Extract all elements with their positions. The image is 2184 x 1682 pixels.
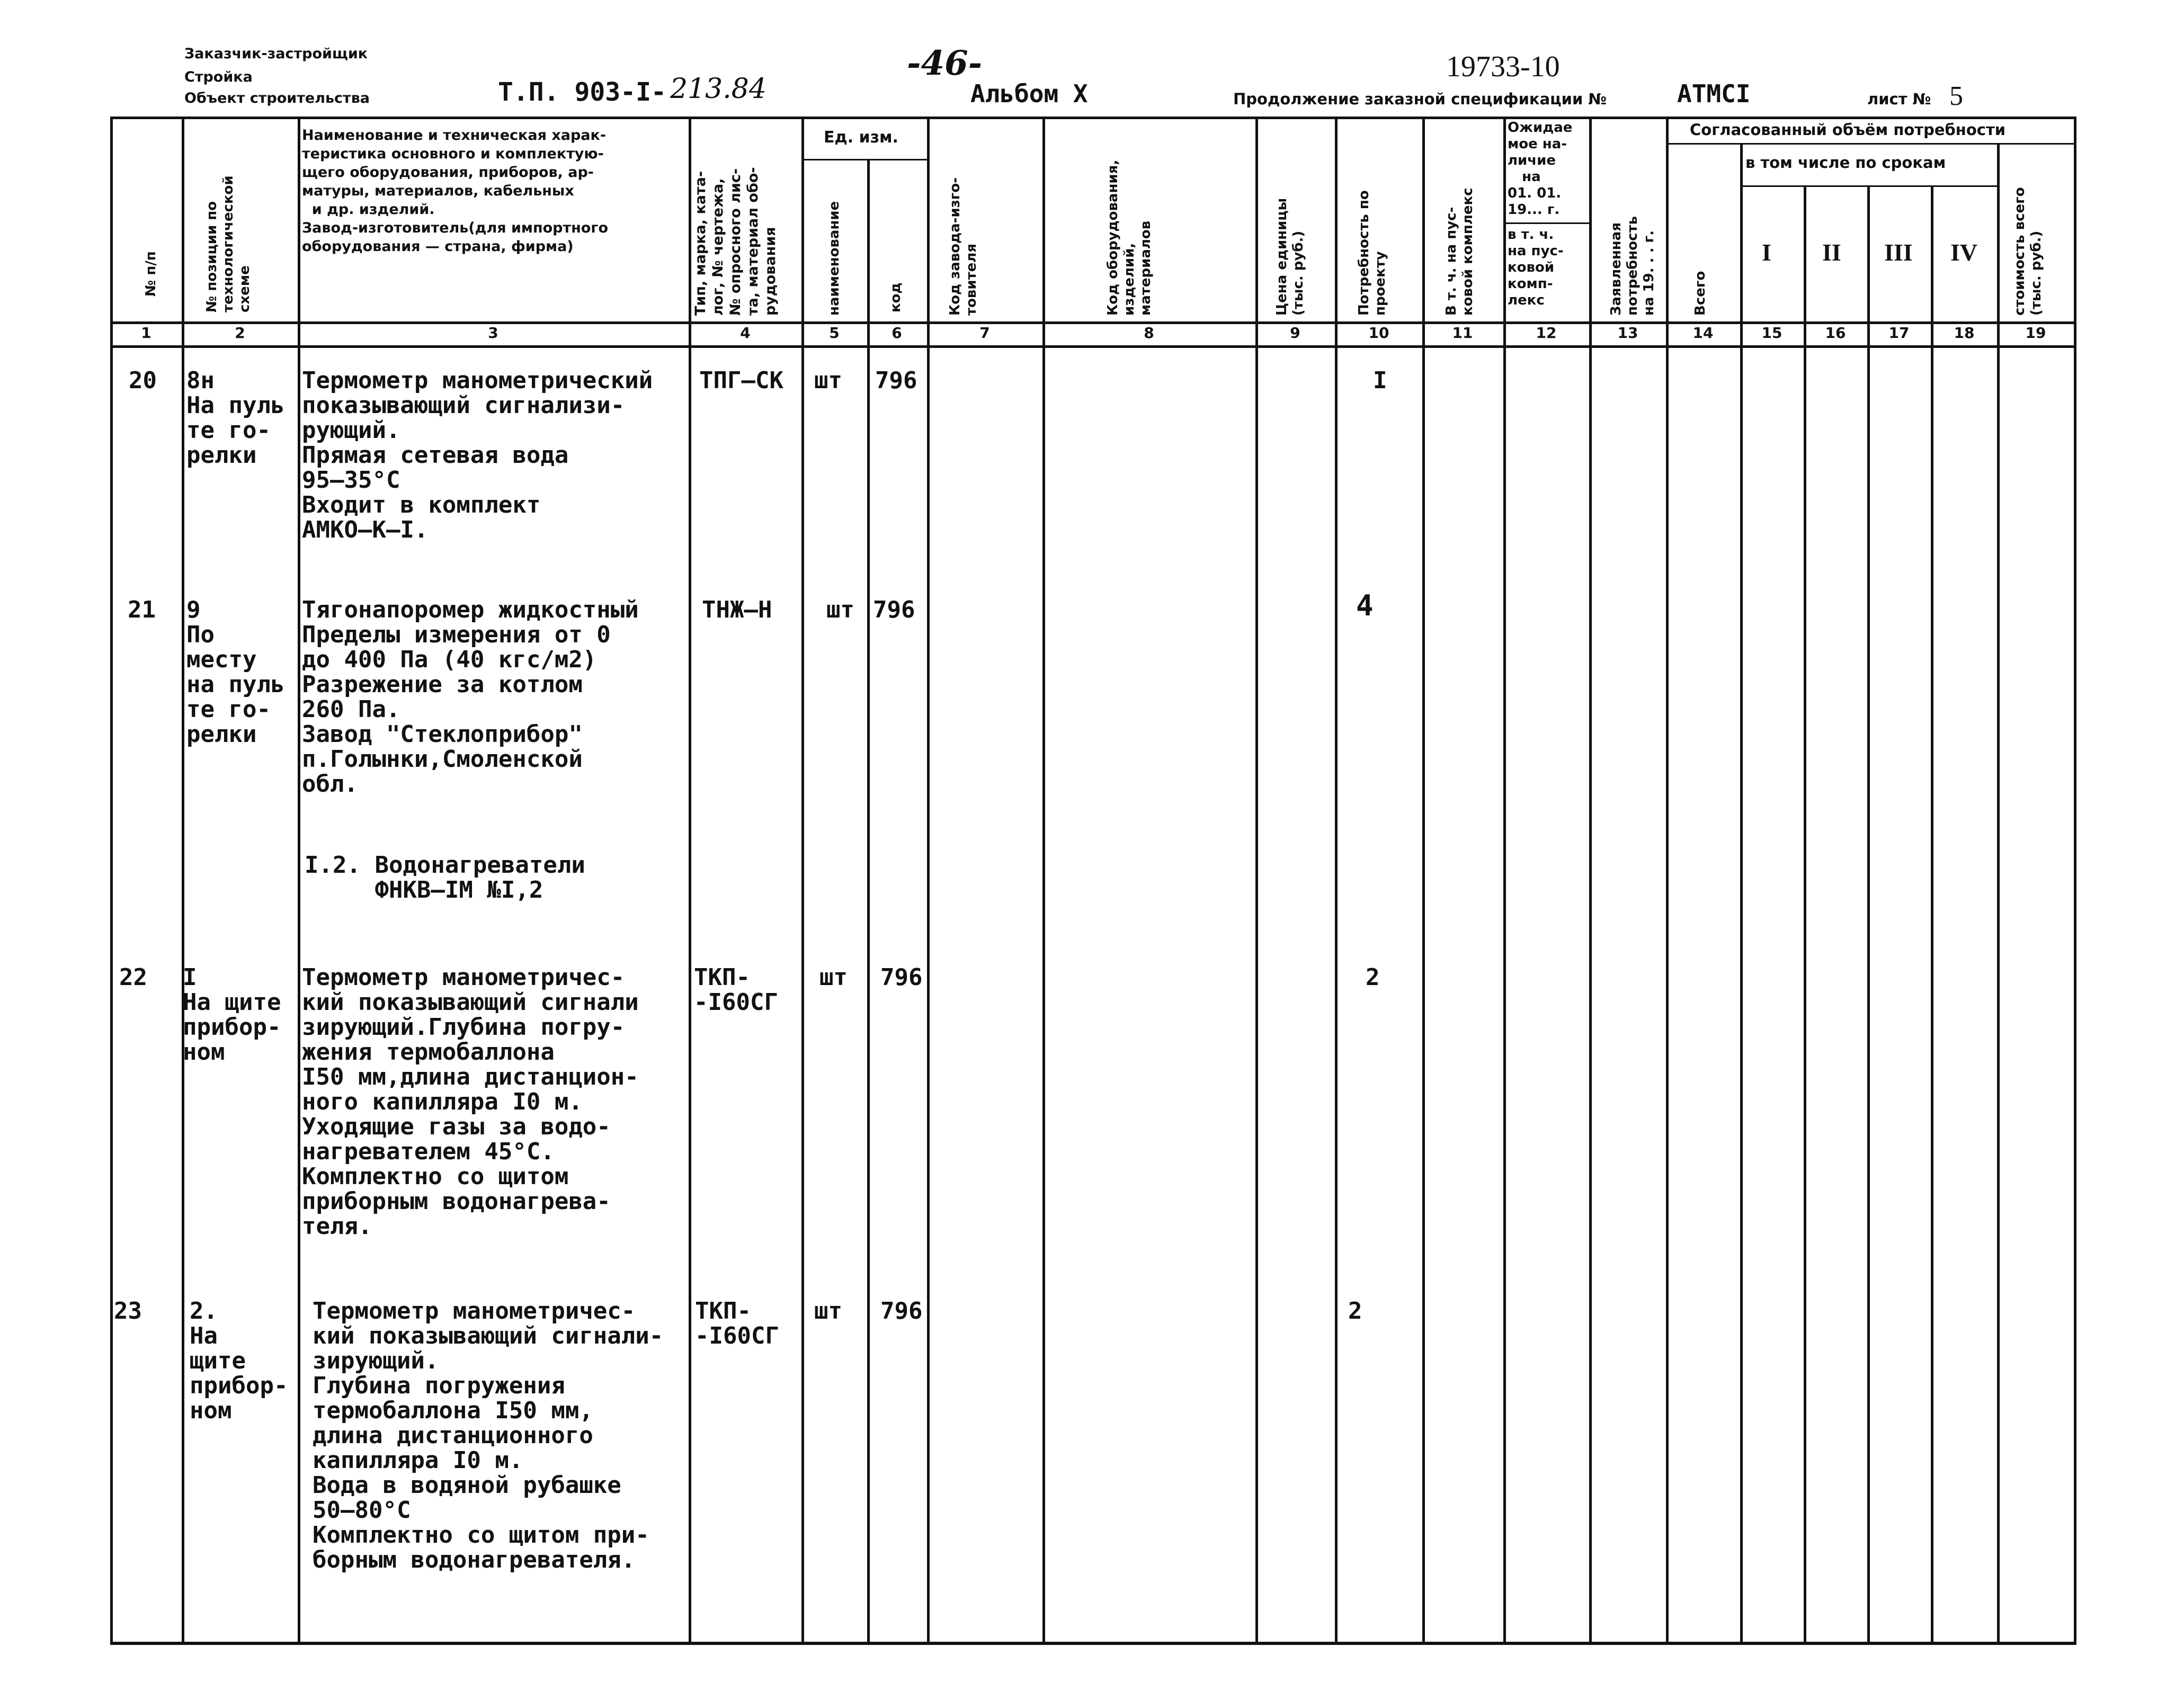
header-expected: Ожидае мое на- личие на 01. 01. 19... г.: [1508, 120, 1573, 218]
header-row-number: № п/п: [143, 251, 159, 297]
row-quantity: I: [1373, 367, 1387, 394]
document-number: 19733-10: [1446, 50, 1560, 83]
column-number: 8: [1144, 324, 1154, 342]
column-number: 10: [1368, 324, 1389, 342]
row-unit-code: 796: [873, 596, 915, 623]
row-number: 22: [119, 964, 147, 991]
row-position: 9 По месту на пуль те го- релки: [186, 596, 285, 748]
column-number: 7: [979, 324, 990, 342]
row-number: 20: [129, 367, 157, 394]
row-type: ТНЖ–Н: [702, 596, 772, 623]
column-number: 14: [1692, 324, 1714, 342]
column-number: 9: [1290, 324, 1300, 342]
row-unit-code: 796: [880, 964, 923, 991]
row-description: Термометр манометричес- кий показывающий сигнали- зирующий. Глубина погружения термобаллона I50 мм, длина дистанционного капилляра I0 м. Вода в водяной рубашке 50–80°С Комплектно со щитом при- борным водонагревателя.: [313, 1298, 664, 1573]
column-number: 5: [829, 324, 840, 342]
row-quantity: 2: [1348, 1298, 1362, 1325]
header-unit-name: наименование: [826, 201, 842, 316]
continuation-label: Продолжение заказной спецификации №: [1233, 90, 1607, 108]
row-description: Термометр манометричес- кий показывающий сигнали зирующий.Глубина погру- жения термобаллона I50 мм,длина дистанцион- ного капилляра I0 м. Уходящие газы за водо- нагревателем 45°С. Комплектно со щитом приборным водонагрева- теля.: [302, 964, 639, 1240]
header-quarter-1: I: [1762, 239, 1771, 266]
column-number: 17: [1888, 324, 1910, 342]
column-number: 2: [235, 324, 245, 342]
header-quarter-3: III: [1884, 239, 1913, 266]
row-unit-code: 796: [875, 367, 917, 394]
row-unit: шт: [814, 1298, 842, 1325]
header-maker-code: Код завода-изго- товителя: [947, 177, 979, 316]
project-number-handwritten: 213.84: [670, 73, 766, 105]
row-number: 23: [114, 1298, 142, 1325]
row-number: 21: [128, 596, 156, 623]
header-position: № позиции по технологической схеме: [204, 175, 253, 312]
album-label: Альбом X: [970, 79, 1088, 108]
row-description: Тягонапоромер жидкостный Пределы измерения от 0 до 400 Па (40 кгс/м2) Разрежение за котлом 260 Па. Завод "Стеклоприбор" п.Голынки,Смоленской обл.: [302, 596, 639, 798]
header-unit-group: Ед. изм.: [824, 128, 898, 147]
header-terms-group: в том числе по срокам: [1745, 154, 1946, 172]
object-label: Объект строительства: [184, 90, 370, 106]
header-startup-complex: В т. ч. на пус- ковой комплекс: [1443, 187, 1476, 316]
column-number: 19: [2025, 324, 2046, 342]
row-unit: шт: [814, 367, 842, 394]
section-heading: I.2. Водонагреватели ФНКВ–IМ №I,2: [305, 852, 585, 903]
customer-label: Заказчик-застройщик: [184, 46, 368, 62]
column-number: 1: [141, 324, 151, 342]
row-position: 2. На щите прибор- ном: [190, 1298, 288, 1424]
column-number: 6: [892, 324, 902, 342]
sheet-label: лист №: [1867, 90, 1931, 108]
row-quantity: 4: [1356, 589, 1374, 622]
column-number: 4: [740, 324, 751, 342]
column-number: 18: [1954, 324, 1975, 342]
header-equipment-code: Код оборудования, изделий, материалов: [1105, 159, 1154, 316]
header-cost-total: стоимость всего (тыс. руб.): [2012, 187, 2044, 316]
header-quarter-2: II: [1822, 239, 1841, 266]
header-expected-startup: в т. ч. на пус- ковой комп- лекс: [1508, 227, 1564, 308]
row-position: 8н На пуль те го- релки: [186, 367, 285, 469]
site-label: Стройка: [184, 69, 253, 85]
row-type: ТКП- -I60СГ: [694, 964, 778, 1016]
header-total: Всего: [1692, 271, 1708, 316]
header-unit-price: Цена единицы (тыс. руб.): [1274, 198, 1306, 316]
header-description: Наименование и техническая харак- теристика основного и комплектую- щего оборудования, приборов, ар- матуры, материалов, кабельных и др. изделий. Завод-изготовитель(для импортного оборудования — страна, фирма): [302, 127, 609, 255]
column-number: 3: [488, 324, 498, 342]
row-unit: шт: [826, 596, 854, 623]
row-quantity: 2: [1366, 964, 1380, 991]
row-type: ТПГ–СК: [699, 367, 783, 394]
row-type: ТКП- -I60СГ: [695, 1298, 779, 1349]
header-type: Тип, марка, ката- лог, № чертежа, № опросного лис- та, материал обо- рудования: [692, 167, 779, 316]
page-number-handwritten: -46-: [907, 43, 983, 83]
column-number: 11: [1452, 324, 1473, 342]
row-unit: шт: [819, 964, 848, 991]
sheet-number: 5: [1949, 81, 1963, 111]
column-number: 15: [1761, 324, 1782, 342]
header-agreed-group: Согласованный объём потребности: [1690, 121, 2006, 139]
row-position: I На щите прибор- ном: [183, 964, 281, 1066]
column-number: 12: [1536, 324, 1557, 342]
header-unit-code: код: [888, 282, 904, 312]
header-demand: Потребность по проекту: [1356, 190, 1388, 316]
column-number: 16: [1825, 324, 1846, 342]
column-number: 13: [1617, 324, 1638, 342]
row-description: Термометр манометрический показывающий сигнализи- рующий. Прямая сетевая вода 95–35°С Входит в комплект АМКО–К–I.: [302, 367, 653, 543]
header-declared: Заявленная потребность на 19. . . г.: [1608, 216, 1657, 316]
row-unit-code: 796: [880, 1298, 923, 1325]
project-number-prefix: Т.П. 903-I-: [498, 77, 666, 107]
spec-code: АТМСI: [1677, 79, 1751, 108]
header-quarter-4: IV: [1950, 239, 1978, 266]
